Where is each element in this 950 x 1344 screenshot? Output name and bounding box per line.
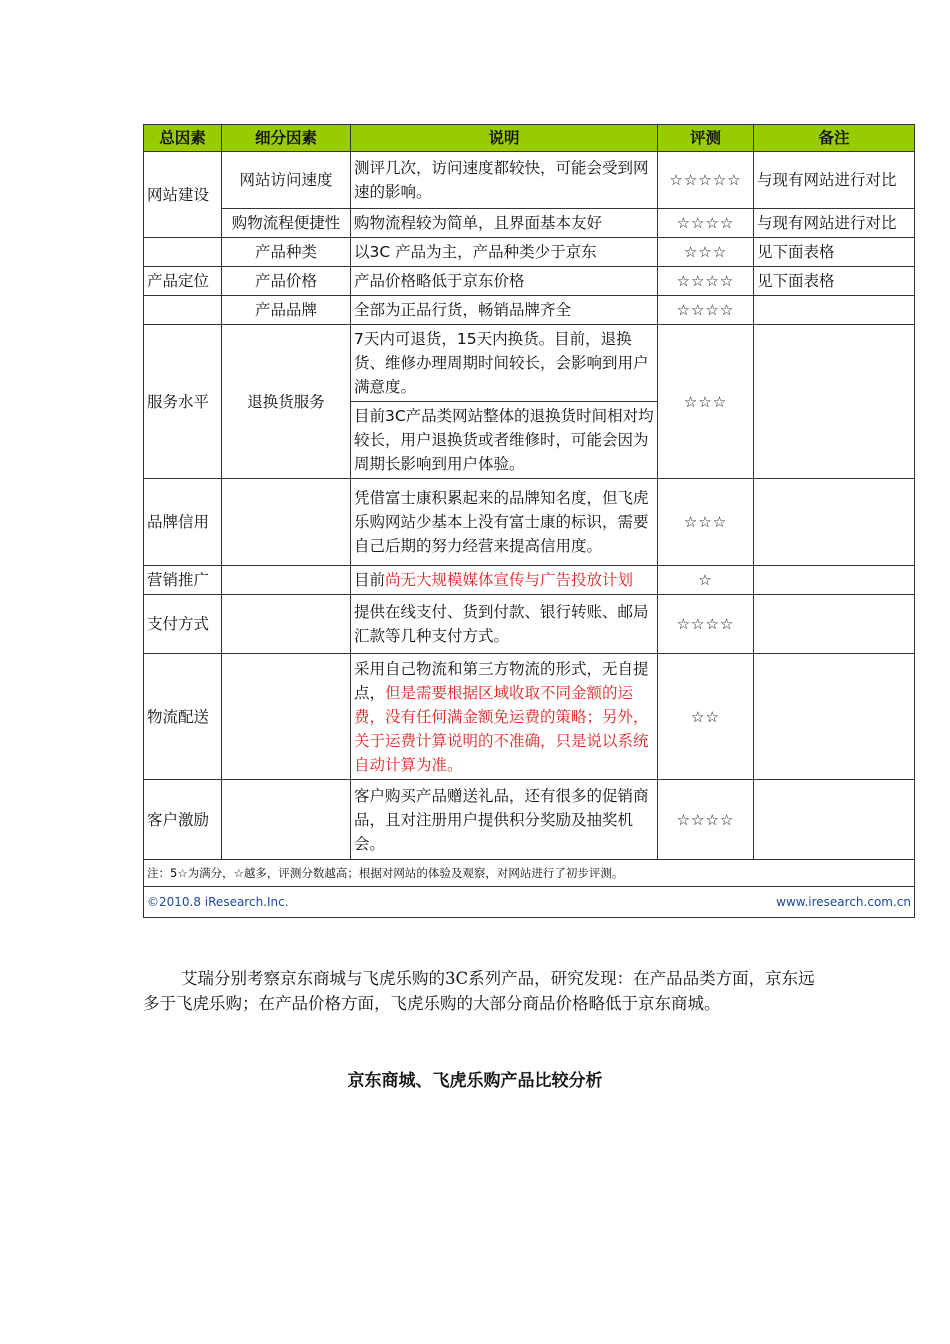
description-cell [351, 654, 658, 780]
main-factor-cell-empty [144, 238, 222, 267]
sub-factor-cell: 产品品牌 [222, 296, 351, 325]
remarks-cell: 见下面表格 [754, 267, 915, 296]
description-cell: 7天内可退货，15天内换货。目前，退换货、维修办理周期时间较长，会影响到用户满意度。 [351, 325, 658, 402]
header-main-factor: 总因素 [144, 125, 222, 152]
description-cell: 目前3C产品类网站整体的退换货时间相对均较长，用户退换货或者维修时，可能会因为周期长影响到用户体验。 [351, 402, 658, 479]
sub-factor-cell-empty [222, 654, 351, 780]
description-highlight: 尚无大规模媒体宣传与广告投放计划 [385, 571, 634, 589]
main-factor-cell: 品牌信用 [144, 479, 222, 566]
table-header-row [144, 125, 915, 152]
remarks-cell-empty [754, 595, 915, 654]
main-factor-cell: 服务水平 [144, 325, 222, 479]
sub-factor-cell: 退换货服务 [222, 325, 351, 479]
sub-factor-cell-empty [222, 566, 351, 595]
remarks-cell-empty [754, 780, 915, 860]
source-cell [144, 887, 915, 918]
description-cell: 产品价格略低于京东价格 [351, 267, 658, 296]
sub-factor-cell-empty [222, 780, 351, 860]
table-row [144, 209, 915, 238]
description-cell: 凭借富士康积累起来的品牌知名度，但飞虎乐购网站少基本上没有富士康的标识，需要自己后期的努力经营来提高信用度。 [351, 479, 658, 566]
table-row [144, 654, 915, 780]
description-highlight: 但是需要根据区域收取不同金额的运费，没有任何满金额免运费的策略；另外，关于运费计算说明的不准确，只是说以系统自动计算为准。 [354, 683, 649, 774]
description-cell: 以3C 产品为主，产品种类少于京东 [351, 238, 658, 267]
evaluation-table [143, 124, 915, 918]
body-paragraph: 艾瑞分别考察京东商城与飞虎乐购的3C系列产品，研究发现：在产品品类方面，京东远多于飞虎乐购；在产品价格方面，飞虎乐购的大部分商品价格略低于京东商城。 [143, 969, 815, 1013]
description-cell: 测评几次，访问速度都较快，可能会受到网速的影响。 [351, 152, 658, 209]
rating-cell: ☆☆☆☆ [658, 267, 754, 296]
footnote-row [144, 860, 915, 887]
sub-factor-cell: 产品价格 [222, 267, 351, 296]
remarks-cell-empty [754, 566, 915, 595]
main-factor-cell: 网站建设 [144, 152, 222, 238]
description-text: 目前 [354, 571, 386, 589]
description-cell [351, 566, 658, 595]
main-factor-cell: 客户激励 [144, 780, 222, 860]
source-row [144, 887, 915, 918]
rating-cell: ☆☆☆☆ [658, 296, 754, 325]
sub-factor-cell-empty [222, 595, 351, 654]
website-url: www.iresearch.com.cn [776, 895, 911, 909]
remarks-cell-empty [754, 325, 915, 479]
sub-factor-cell: 购物流程便捷性 [222, 209, 351, 238]
table-row [144, 267, 915, 296]
rating-cell: ☆☆ [658, 654, 754, 780]
sub-factor-cell: 产品种类 [222, 238, 351, 267]
remarks-cell-empty [754, 296, 915, 325]
table-row [144, 780, 915, 860]
rating-cell: ☆☆☆☆ [658, 780, 754, 860]
table-row [144, 595, 915, 654]
rating-cell: ☆☆☆☆ [658, 595, 754, 654]
sub-factor-cell-empty [222, 479, 351, 566]
header-rating: 评测 [658, 125, 754, 152]
remarks-cell: 见下面表格 [754, 238, 915, 267]
description-cell: 全部为正品行货，畅销品牌齐全 [351, 296, 658, 325]
description-cell: 提供在线支付、货到付款、银行转账、邮局汇款等几种支付方式。 [351, 595, 658, 654]
section-title: 京东商城、飞虎乐购产品比较分析 [347, 1071, 603, 1091]
table-row [144, 566, 915, 595]
rating-cell: ☆☆☆☆ [658, 209, 754, 238]
table-row [144, 152, 915, 209]
main-factor-cell: 支付方式 [144, 595, 222, 654]
main-factor-cell: 物流配送 [144, 654, 222, 780]
description-cell: 客户购买产品赠送礼品，还有很多的促销商品，且对注册用户提供积分奖励及抽奖机会。 [351, 780, 658, 860]
header-remarks: 备注 [754, 125, 915, 152]
description-text: 采用自己物流和第三方物流的形式，无自提点， [354, 659, 649, 702]
rating-cell: ☆ [658, 566, 754, 595]
main-factor-cell: 产品定位 [144, 267, 222, 296]
table-row [144, 325, 915, 402]
header-sub-factor: 细分因素 [222, 125, 351, 152]
description-cell: 购物流程较为简单，且界面基本友好 [351, 209, 658, 238]
copyright: ©2010.8 iResearch.Inc. [147, 895, 289, 909]
remarks-cell-empty [754, 479, 915, 566]
remarks-cell: 与现有网站进行对比 [754, 209, 915, 238]
rating-cell: ☆☆☆ [658, 238, 754, 267]
remarks-cell-empty [754, 654, 915, 780]
main-factor-cell-empty [144, 296, 222, 325]
rating-cell: ☆☆☆☆☆ [658, 152, 754, 209]
rating-cell: ☆☆☆ [658, 479, 754, 566]
table-row [144, 479, 915, 566]
header-description: 说明 [351, 125, 658, 152]
table-row [144, 238, 915, 267]
remarks-cell: 与现有网站进行对比 [754, 152, 915, 209]
main-factor-cell: 营销推广 [144, 566, 222, 595]
sub-factor-cell: 网站访问速度 [222, 152, 351, 209]
footnote: 注：5☆为满分，☆越多，评测分数越高；根据对网站的体验及观察，对网站进行了初步评测。 [144, 860, 915, 887]
table-row [144, 296, 915, 325]
rating-cell: ☆☆☆ [658, 325, 754, 479]
